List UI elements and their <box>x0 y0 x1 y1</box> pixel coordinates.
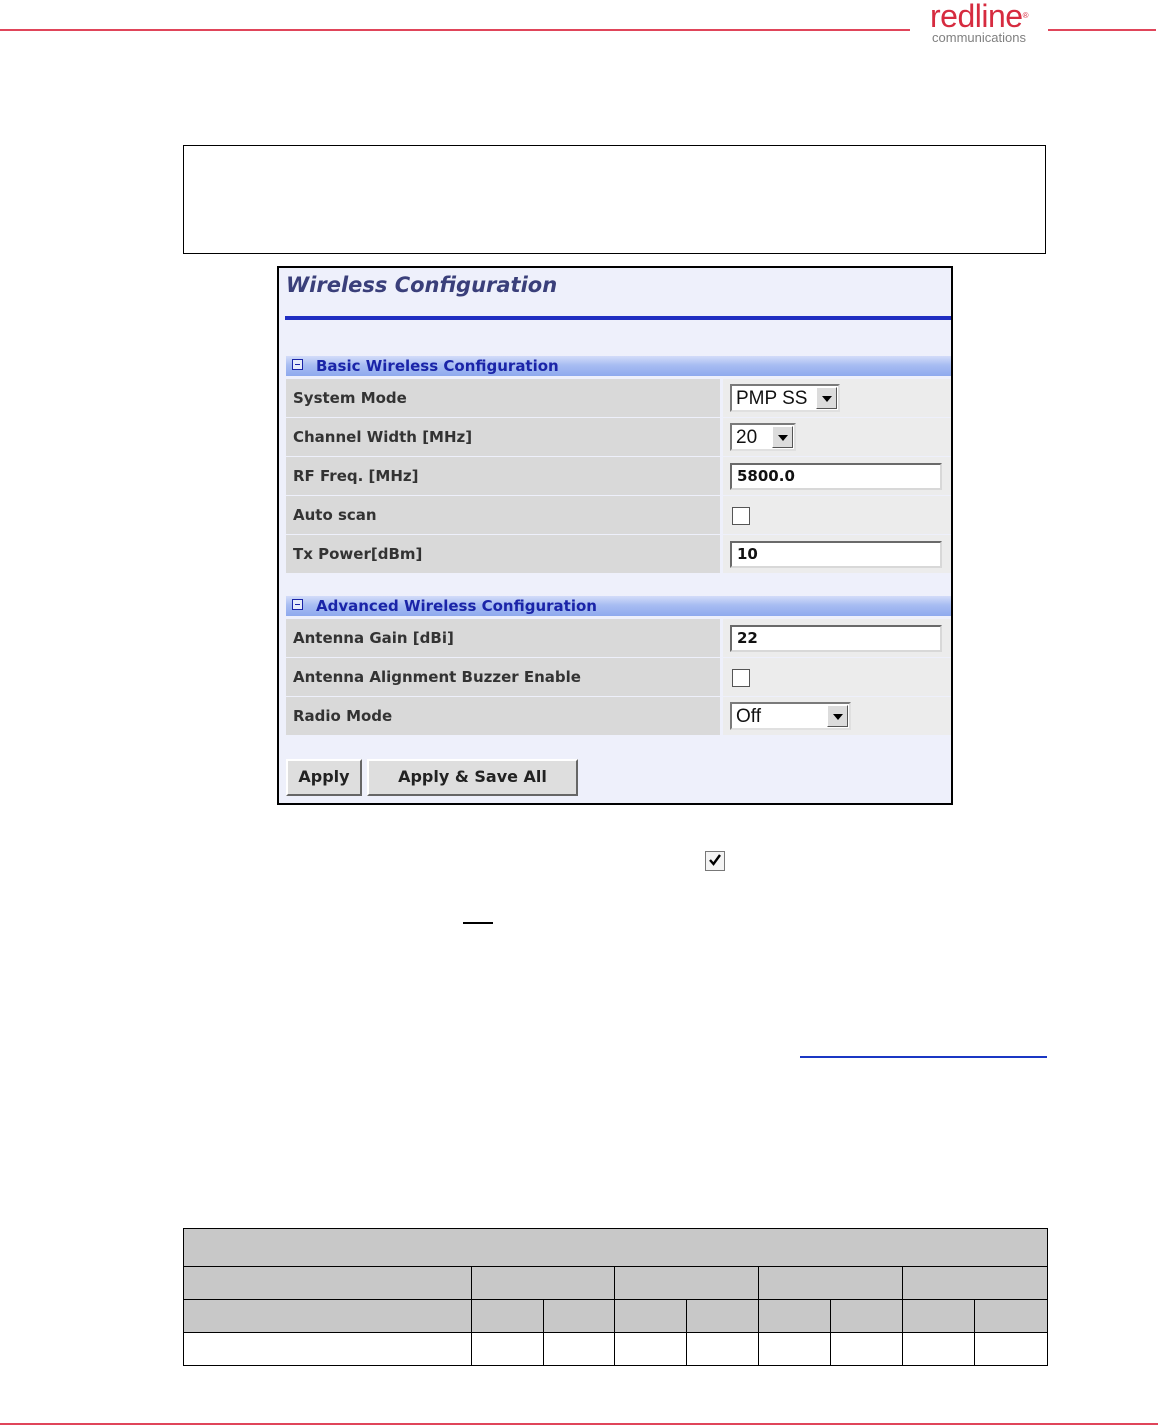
table-cell <box>975 1300 1048 1333</box>
table-title-cell <box>184 1229 1048 1267</box>
system-mode-select[interactable] <box>730 384 840 412</box>
header-rule-right <box>1048 29 1156 31</box>
brand-tagline: communications <box>932 30 1026 45</box>
table-cell <box>687 1300 759 1333</box>
antenna-gain-input[interactable]: 22 <box>730 625 942 652</box>
table-cell <box>903 1267 1048 1300</box>
table-cell <box>615 1267 759 1300</box>
table-header-row <box>184 1229 1048 1267</box>
checked-checkbox-icon <box>705 851 725 871</box>
radio-mode-select[interactable] <box>730 702 851 730</box>
basic-section-header[interactable] <box>286 356 951 376</box>
table-row <box>184 1333 1048 1366</box>
footer-rule <box>0 1423 1158 1425</box>
chevron-down-icon[interactable] <box>827 705 848 727</box>
auto-scan-label: Auto scan <box>286 496 720 534</box>
table-cell <box>975 1333 1048 1366</box>
buzzer-enable-row <box>286 658 951 696</box>
channel-width-cell <box>723 418 951 456</box>
rf-freq-row <box>286 457 951 495</box>
channel-width-label: Channel Width [MHz] <box>286 418 720 456</box>
underline-mark <box>463 922 493 924</box>
table-cell <box>471 1333 543 1366</box>
antenna-gain-cell <box>723 619 951 657</box>
table-group-row <box>184 1267 1048 1300</box>
rf-freq-label: RF Freq. [MHz] <box>286 457 720 495</box>
antenna-gain-label: Antenna Gain [dBi] <box>286 619 720 657</box>
radio-mode-cell <box>723 697 951 735</box>
table-cell <box>471 1267 615 1300</box>
table-cell <box>903 1333 975 1366</box>
tx-power-cell <box>723 535 951 573</box>
tx-power-input[interactable]: 10 <box>730 541 942 568</box>
radio-mode-label: Radio Mode <box>286 697 720 735</box>
collapse-icon[interactable] <box>292 359 303 370</box>
table-cell <box>184 1267 472 1300</box>
table-cell <box>471 1300 543 1333</box>
table-cell <box>615 1333 687 1366</box>
brand-logo <box>912 0 1046 45</box>
buzzer-enable-label: Antenna Alignment Buzzer Enable <box>286 658 720 696</box>
auto-scan-row <box>286 496 951 534</box>
antenna-gain-row <box>286 619 951 657</box>
channel-width-value: 20 <box>736 427 758 448</box>
checkmark-icon <box>708 853 722 867</box>
radio-mode-value: Off <box>736 706 761 727</box>
page-title: Wireless Configuration <box>286 273 558 297</box>
note-box <box>183 145 1046 254</box>
table-cell <box>831 1333 903 1366</box>
chevron-down-icon[interactable] <box>772 426 793 448</box>
spec-table <box>183 1228 1048 1366</box>
system-mode-cell <box>723 379 951 417</box>
table-cell <box>759 1300 831 1333</box>
auto-scan-cell <box>723 496 951 534</box>
apply-save-all-button[interactable]: Apply & Save All <box>367 759 578 796</box>
table-cell <box>543 1333 615 1366</box>
buzzer-enable-cell <box>723 658 951 696</box>
title-divider <box>285 316 951 320</box>
brand-name: redline® <box>930 0 1028 34</box>
collapse-icon[interactable] <box>292 599 303 610</box>
registered-mark: ® <box>1022 11 1028 20</box>
advanced-section-title: Advanced Wireless Configuration <box>316 597 597 615</box>
system-mode-row <box>286 379 951 417</box>
buzzer-enable-checkbox[interactable] <box>732 669 750 687</box>
table-cell <box>543 1300 615 1333</box>
tx-power-label: Tx Power[dBm] <box>286 535 720 573</box>
advanced-section-header[interactable] <box>286 596 951 616</box>
table-cell <box>184 1300 472 1333</box>
apply-button[interactable]: Apply <box>286 759 362 796</box>
table-cell <box>687 1333 759 1366</box>
rf-freq-cell <box>723 457 951 495</box>
header-rule-left <box>0 29 910 31</box>
basic-section-title: Basic Wireless Configuration <box>316 357 559 375</box>
table-cell <box>759 1267 903 1300</box>
table-subheader-row <box>184 1300 1048 1333</box>
channel-width-row <box>286 418 951 456</box>
table-cell <box>184 1333 472 1366</box>
rf-freq-input[interactable]: 5800.0 <box>730 463 942 490</box>
auto-scan-checkbox[interactable] <box>732 507 750 525</box>
table-cell <box>831 1300 903 1333</box>
table-cell <box>903 1300 975 1333</box>
system-mode-label: System Mode <box>286 379 720 417</box>
chevron-down-icon[interactable] <box>816 387 837 409</box>
table-cell <box>615 1300 687 1333</box>
table-cell <box>759 1333 831 1366</box>
hyperlink-underline[interactable] <box>800 1056 1047 1058</box>
system-mode-value: PMP SS <box>736 388 808 409</box>
tx-power-row <box>286 535 951 573</box>
wireless-config-panel <box>277 266 953 805</box>
radio-mode-row <box>286 697 951 735</box>
channel-width-select[interactable] <box>730 423 796 451</box>
